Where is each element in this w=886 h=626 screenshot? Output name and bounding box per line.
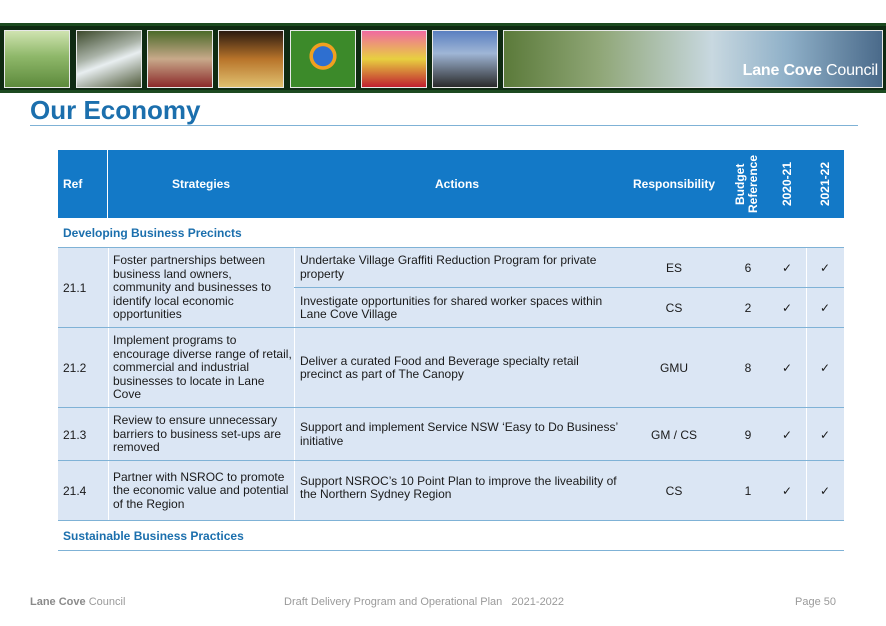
ref-cell: 21.2 [63, 361, 87, 375]
budget-cell: 8 [744, 361, 752, 375]
responsibility-cell: ES [665, 260, 682, 275]
header-year-2020-21: 2020-21 [779, 161, 794, 207]
check-icon: ✓ [819, 301, 831, 315]
table-row-group [58, 461, 844, 521]
page-title: Our Economy [30, 95, 201, 125]
check-icon: ✓ [781, 301, 793, 315]
header-year-2021-22: 2021-22 [817, 161, 832, 207]
table-header [58, 150, 844, 218]
banner-photo-night-market [218, 30, 284, 88]
check-icon: ✓ [781, 427, 793, 442]
banner-photo-dancer [361, 30, 427, 88]
header-actions: Actions [434, 177, 479, 191]
banner-photo-park [4, 30, 70, 88]
responsibility-cell: CS [665, 484, 683, 498]
header-banner [0, 23, 886, 93]
responsibility-cell: CS [665, 301, 683, 315]
table-row-group [58, 408, 844, 461]
header-ref: Ref [58, 150, 108, 218]
header-strategies: Strategies [171, 177, 231, 191]
strategy-cell: Review to ensure unnecessary barriers to business set-ups are removed [113, 413, 282, 455]
action-cell: Undertake Village Graffiti Reduction Program for private property [300, 253, 597, 281]
council-logo: Lane Cove Council [742, 62, 878, 79]
action-cell: Investigate opportunities for shared worker spaces within Lane Cove Village [300, 293, 603, 321]
section-heading: Developing Business Precincts [58, 218, 844, 248]
check-icon: ✓ [819, 484, 831, 498]
banner-photo-creek [76, 30, 142, 88]
action-cell: Deliver a curated Food and Beverage specialty retail precinct as part of The Canopy [300, 353, 579, 381]
strategy-table [58, 150, 844, 551]
budget-cell: 6 [744, 260, 752, 275]
banner-photo-festival [147, 30, 213, 88]
footer-page-number: Page 50 [795, 596, 836, 608]
check-icon: ✓ [819, 361, 831, 375]
check-icon: ✓ [819, 260, 831, 275]
table-row-group [58, 328, 844, 408]
budget-cell: 2 [744, 301, 752, 315]
responsibility-cell: GM / CS [650, 427, 697, 442]
action-cell: Support NSROC’s 10 Point Plan to improve the liveability of the Northern Sydney Region [300, 473, 617, 501]
footer-organisation: Lane Cove Council [30, 596, 126, 608]
budget-cell: 9 [744, 427, 752, 442]
header-budget-reference: Budget Reference [733, 154, 760, 214]
header-responsibility: Responsibility [632, 177, 715, 191]
budget-cell: 1 [744, 484, 752, 498]
banner-photo-building [432, 30, 498, 88]
check-icon: ✓ [819, 427, 831, 442]
responsibility-cell: GMU [660, 361, 688, 375]
footer-document-title: Draft Delivery Program and Operational Plan 2021-2022 [284, 596, 565, 608]
check-icon: ✓ [781, 484, 793, 498]
strategy-cell: Foster partnerships between business land owners, community and businesses to identify local economic opportunities [113, 253, 272, 322]
strategy-cell: Partner with NSROC to promote the economic value and potential of the Region [113, 469, 289, 511]
ref-cell: 21.1 [63, 281, 87, 295]
ref-cell: 21.4 [63, 484, 87, 498]
table-row-group [58, 248, 844, 328]
action-cell: Support and implement Service NSW ‘Easy to Do Business’ initiative [300, 420, 618, 448]
check-icon: ✓ [781, 260, 793, 275]
title-divider [30, 125, 858, 126]
banner-photo-lorikeet [290, 30, 356, 88]
check-icon: ✓ [781, 361, 793, 375]
section-heading: Sustainable Business Practices [58, 521, 844, 551]
ref-cell: 21.3 [63, 427, 87, 442]
strategy-cell: Implement programs to encourage diverse range of retail, commercial and industrial businesses to locate in Lane Cove [113, 333, 292, 402]
